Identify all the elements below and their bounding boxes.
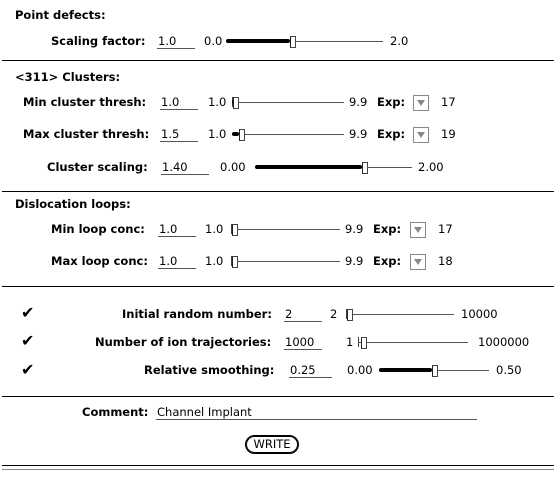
min-cluster-thresh-slider[interactable] xyxy=(232,97,344,108)
relative-smoothing-input[interactable]: 0.25 xyxy=(289,363,332,378)
min-loop-conc-slider[interactable] xyxy=(231,224,340,235)
cluster-scaling-min: 0.00 xyxy=(220,160,246,174)
comment-label: Comment: xyxy=(82,405,149,419)
ion-trajectories-checkbox[interactable]: ✔ xyxy=(21,331,35,350)
min-cluster-exp-dropdown[interactable] xyxy=(413,95,429,111)
max-cluster-thresh-input[interactable]: 1.5 xyxy=(160,127,198,142)
scaling-factor-max: 2.0 xyxy=(390,34,409,48)
max-cluster-exp-label: Exp: xyxy=(377,127,406,141)
scaling-factor-slider[interactable] xyxy=(226,36,383,47)
min-loop-exp-dropdown[interactable] xyxy=(410,222,426,238)
max-cluster-thresh-max: 9.9 xyxy=(349,127,368,141)
divider xyxy=(2,396,554,397)
min-cluster-thresh-label: Min cluster thresh: xyxy=(23,95,147,109)
random-number-input[interactable]: 2 xyxy=(284,307,322,322)
relative-smoothing-checkbox[interactable]: ✔ xyxy=(21,360,35,379)
clusters-heading: <311> Clusters: xyxy=(15,70,121,84)
scaling-factor-label: Scaling factor: xyxy=(51,34,146,48)
relative-smoothing-min: 0.00 xyxy=(347,363,373,377)
relative-smoothing-slider[interactable] xyxy=(379,365,489,376)
comment-input[interactable]: Channel Implant xyxy=(156,405,477,420)
ion-trajectories-min: 1 xyxy=(346,335,354,349)
max-cluster-thresh-slider[interactable] xyxy=(232,129,344,140)
random-number-checkbox[interactable]: ✔ xyxy=(21,303,35,322)
point-defects-heading: Point defects: xyxy=(15,8,106,22)
divider xyxy=(2,191,554,192)
max-loop-conc-slider[interactable] xyxy=(231,256,340,267)
cluster-scaling-label: Cluster scaling: xyxy=(47,160,148,174)
bottom-divider-shadow xyxy=(2,469,554,470)
random-number-min: 2 xyxy=(330,307,338,321)
max-cluster-exp-dropdown[interactable] xyxy=(413,127,429,143)
min-cluster-thresh-input[interactable]: 1.0 xyxy=(160,95,198,110)
bottom-divider xyxy=(2,465,554,466)
min-loop-conc-min: 1.0 xyxy=(205,222,224,236)
random-number-max: 10000 xyxy=(461,307,498,321)
scaling-factor-input[interactable]: 1.0 xyxy=(157,34,195,49)
ion-trajectories-input[interactable]: 1000 xyxy=(284,335,322,350)
write-button[interactable]: WRITE xyxy=(246,436,298,453)
min-cluster-exp-value: 17 xyxy=(441,95,456,109)
max-loop-conc-min: 1.0 xyxy=(205,254,224,268)
scaling-factor-min: 0.0 xyxy=(204,34,223,48)
min-loop-conc-max: 9.9 xyxy=(345,222,364,236)
relative-smoothing-label: Relative smoothing: xyxy=(144,363,275,377)
ion-trajectories-label: Number of ion trajectories: xyxy=(95,335,272,349)
max-cluster-exp-value: 19 xyxy=(441,127,456,141)
cluster-scaling-max: 2.00 xyxy=(418,160,444,174)
ion-trajectories-max: 1000000 xyxy=(478,335,530,349)
dislocation-heading: Dislocation loops: xyxy=(15,197,131,211)
relative-smoothing-max: 0.50 xyxy=(496,363,522,377)
max-loop-exp-value: 18 xyxy=(438,254,453,268)
min-loop-conc-input[interactable]: 1.0 xyxy=(158,222,196,237)
max-loop-conc-input[interactable]: 1.0 xyxy=(158,254,196,269)
max-loop-exp-label: Exp: xyxy=(373,254,402,268)
max-loop-conc-label: Max loop conc: xyxy=(51,254,148,268)
min-loop-exp-value: 17 xyxy=(438,222,453,236)
max-cluster-thresh-min: 1.0 xyxy=(208,127,227,141)
min-cluster-thresh-min: 1.0 xyxy=(208,95,227,109)
divider xyxy=(2,60,554,61)
min-cluster-thresh-max: 9.9 xyxy=(349,95,368,109)
max-loop-conc-max: 9.9 xyxy=(345,254,364,268)
cluster-scaling-input[interactable]: 1.40 xyxy=(161,160,209,175)
min-cluster-exp-label: Exp: xyxy=(377,95,406,109)
divider xyxy=(2,286,554,287)
ion-trajectories-slider[interactable] xyxy=(358,337,468,348)
max-cluster-thresh-label: Max cluster thresh: xyxy=(23,127,150,141)
min-loop-conc-label: Min loop conc: xyxy=(51,222,145,236)
cluster-scaling-slider[interactable] xyxy=(255,162,412,173)
random-number-label: Initial random number: xyxy=(122,307,272,321)
min-loop-exp-label: Exp: xyxy=(373,222,402,236)
max-loop-exp-dropdown[interactable] xyxy=(410,254,426,270)
random-number-slider[interactable] xyxy=(346,309,454,320)
